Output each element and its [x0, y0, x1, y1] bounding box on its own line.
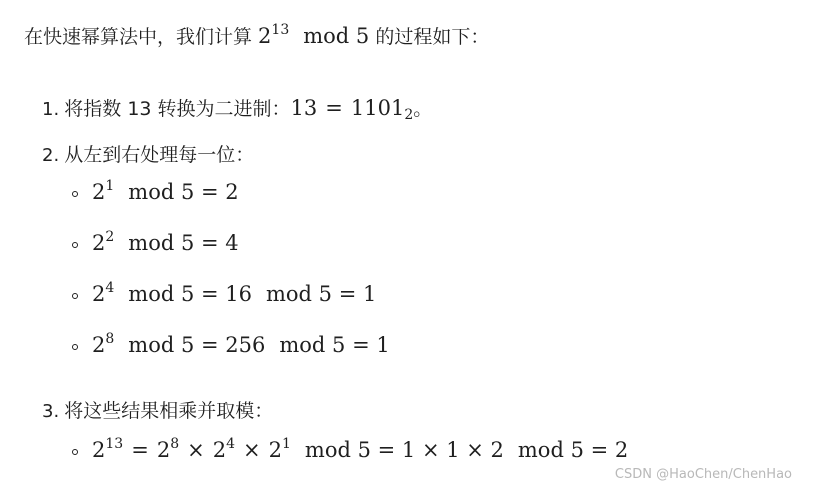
step-2 — [42, 140, 254, 167]
step-2-item-3 — [92, 282, 376, 306]
step-1-math — [290, 96, 414, 123]
term-base: 2 — [268, 438, 282, 462]
intro-prefix: 在快速幂算法中，我们计算 — [24, 26, 259, 48]
step-1-end: 。 — [413, 98, 433, 120]
bullet-icon — [72, 293, 78, 299]
item-tail: mod 5 = 1 — [266, 282, 377, 306]
term-base: 2 — [212, 438, 227, 462]
term-exp: 4 — [226, 436, 236, 452]
step-1-eq: = — [325, 96, 343, 120]
item-exp: 2 — [105, 229, 115, 245]
item-base: 2 — [92, 231, 106, 255]
equals: = — [131, 438, 149, 462]
step-3 — [42, 396, 273, 423]
term-exp: 8 — [170, 436, 180, 452]
intro-base: 2 — [258, 24, 272, 48]
bullet-icon — [72, 344, 78, 350]
step-3-text: 将这些结果相乘并取模： — [64, 400, 274, 422]
item-body: mod 5 = 256 — [128, 333, 266, 357]
intro-power — [258, 24, 369, 48]
step-2-text: 从左到右处理每一位： — [64, 144, 255, 166]
times: × — [187, 438, 205, 462]
step-3-mid: mod 5 = 1 × 1 × 2 — [304, 438, 504, 462]
item-body: mod 5 = 2 — [128, 180, 239, 204]
intro-line — [24, 22, 489, 49]
item-base: 2 — [92, 333, 106, 357]
step-1-subscript: 2 — [404, 107, 414, 123]
step-1-text: 将指数 13 转换为二进制： — [64, 98, 291, 120]
step-1-number: 1. — [42, 99, 60, 120]
item-exp: 8 — [105, 331, 115, 347]
step-1-binary: 1101 — [350, 96, 405, 120]
item-base: 2 — [92, 180, 106, 204]
item-body: mod 5 = 16 — [128, 282, 252, 306]
term-base: 2 — [156, 438, 171, 462]
step-2-item-1 — [92, 180, 239, 204]
term-base: 2 — [92, 438, 106, 462]
intro-mod: mod 5 — [303, 24, 370, 48]
step-1-lhs: 13 — [290, 96, 318, 120]
step-3-end: mod 5 = 2 — [517, 438, 629, 462]
watermark: CSDN @HaoChen/ChenHao — [614, 467, 792, 482]
item-base: 2 — [92, 282, 106, 306]
bullet-icon — [72, 449, 78, 455]
item-exp: 4 — [105, 280, 115, 296]
item-body: mod 5 = 4 — [128, 231, 239, 255]
item-exp: 1 — [105, 178, 115, 194]
bullet-icon — [72, 242, 78, 248]
term-exp: 13 — [105, 436, 124, 452]
step-2-number: 2. — [42, 145, 60, 166]
term-exp: 1 — [282, 436, 291, 452]
step-2-item-2 — [92, 231, 239, 255]
step-3-number: 3. — [42, 401, 60, 422]
step-3-item — [92, 438, 628, 462]
times: × — [243, 438, 261, 462]
intro-suffix: 的过程如下： — [369, 26, 490, 48]
step-2-item-4 — [92, 333, 390, 357]
intro-exp: 13 — [271, 22, 290, 38]
item-tail: mod 5 = 1 — [279, 333, 390, 357]
bullet-icon — [72, 191, 78, 197]
step-1 — [42, 94, 432, 121]
